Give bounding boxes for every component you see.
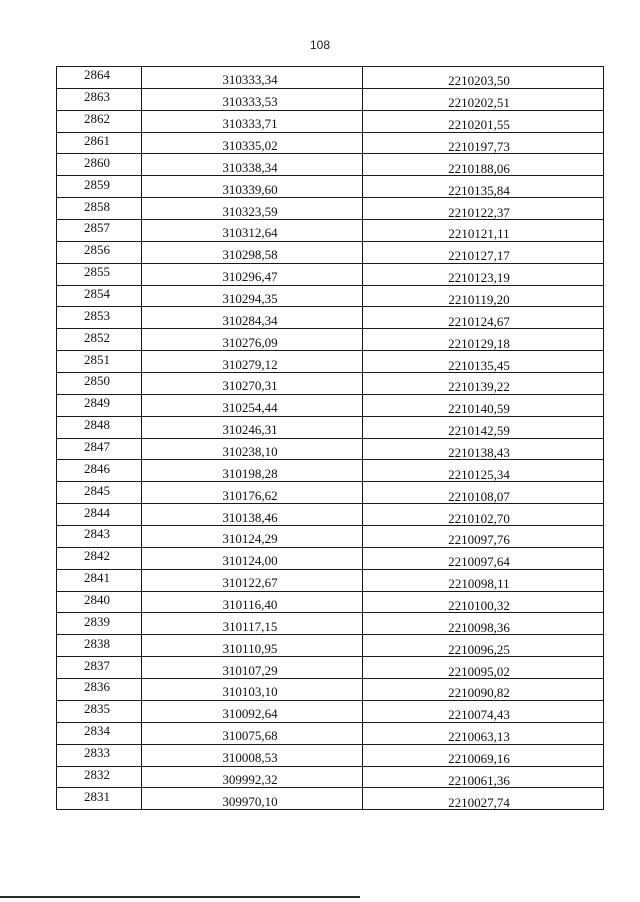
y-coordinate-cell (363, 67, 604, 89)
table-row (57, 416, 604, 438)
x-coordinate-cell-text: 310110,95 (222, 640, 278, 656)
x-coordinate-cell-text: 310333,53 (222, 94, 278, 110)
x-coordinate-cell-text: 310103,10 (222, 684, 278, 700)
x-coordinate-cell-text: 310124,00 (222, 553, 278, 569)
x-coordinate-cell-text: 310138,46 (222, 509, 278, 525)
table-row (57, 482, 604, 504)
point-number-cell (57, 700, 142, 722)
x-coordinate-cell (142, 788, 363, 810)
x-coordinate-cell (142, 67, 363, 89)
point-number-cell-text: 2831 (84, 788, 110, 804)
point-number-cell (57, 744, 142, 766)
y-coordinate-cell-text: 2210125,34 (448, 466, 510, 482)
table-row (57, 88, 604, 110)
point-number-cell-text: 2857 (84, 220, 110, 236)
y-coordinate-cell (363, 198, 604, 220)
x-coordinate-cell (142, 263, 363, 285)
point-number-cell (57, 67, 142, 89)
y-coordinate-cell-text: 2210202,51 (448, 95, 510, 111)
x-coordinate-cell (142, 307, 363, 329)
page-number: 108 (309, 38, 331, 52)
point-number-cell (57, 657, 142, 679)
point-number-cell-text: 2840 (84, 592, 110, 608)
x-coordinate-cell-text: 310254,44 (222, 400, 278, 416)
table-row (57, 220, 604, 242)
table-row (57, 569, 604, 591)
x-coordinate-cell (142, 700, 363, 722)
table-row (57, 766, 604, 788)
x-coordinate-cell-text: 310323,59 (222, 203, 278, 219)
table-row (57, 307, 604, 329)
y-coordinate-cell (363, 416, 604, 438)
x-coordinate-cell (142, 110, 363, 132)
table-row (57, 788, 604, 810)
y-coordinate-cell-text: 2210127,17 (448, 248, 510, 264)
point-number-cell (57, 285, 142, 307)
y-coordinate-cell (363, 482, 604, 504)
y-coordinate-cell-text: 2210135,45 (448, 357, 510, 373)
y-coordinate-cell (363, 526, 604, 548)
point-number-cell (57, 263, 142, 285)
x-coordinate-cell (142, 394, 363, 416)
point-number-cell (57, 307, 142, 329)
y-coordinate-cell-text: 2210121,11 (448, 226, 510, 242)
point-number-cell-text: 2833 (84, 745, 110, 761)
table-row (57, 591, 604, 613)
point-number-cell-text: 2852 (84, 329, 110, 345)
x-coordinate-cell-text: 310284,34 (222, 312, 278, 328)
point-number-cell (57, 373, 142, 395)
point-number-cell-text: 2862 (84, 111, 110, 127)
x-coordinate-cell (142, 591, 363, 613)
y-coordinate-cell (363, 263, 604, 285)
point-number-cell-text: 2858 (84, 198, 110, 214)
point-number-cell-text: 2842 (84, 548, 110, 564)
y-coordinate-cell-text: 2210069,16 (448, 751, 510, 767)
y-coordinate-cell (363, 285, 604, 307)
y-coordinate-cell-text: 2210197,73 (448, 139, 510, 154)
x-coordinate-cell-text: 310279,12 (222, 356, 278, 372)
y-coordinate-cell-text: 2210027,74 (448, 794, 510, 810)
y-coordinate-cell-text: 2210188,06 (448, 160, 510, 176)
y-coordinate-cell-text: 2210135,84 (448, 182, 510, 198)
point-number-cell (57, 198, 142, 220)
y-coordinate-cell (363, 744, 604, 766)
y-coordinate-cell (363, 613, 604, 635)
y-coordinate-cell (363, 110, 604, 132)
x-coordinate-cell-text: 310312,64 (222, 225, 278, 241)
x-coordinate-cell (142, 679, 363, 701)
x-coordinate-cell (142, 460, 363, 482)
y-coordinate-cell (363, 176, 604, 198)
point-number-cell (57, 394, 142, 416)
x-coordinate-cell-text: 310338,34 (222, 159, 278, 175)
table-row (57, 263, 604, 285)
x-coordinate-cell (142, 438, 363, 460)
table-row (57, 154, 604, 176)
point-number-cell (57, 241, 142, 263)
x-coordinate-cell-text: 310092,64 (222, 706, 278, 722)
x-coordinate-cell-text: 310333,71 (222, 116, 278, 132)
point-number-cell-text: 2854 (84, 286, 110, 302)
y-coordinate-cell-text: 2210129,18 (448, 335, 510, 351)
table-row (57, 657, 604, 679)
point-number-cell (57, 351, 142, 373)
x-coordinate-cell-text: 310246,31 (222, 422, 278, 438)
point-number-cell-text: 2863 (84, 89, 110, 105)
point-number-cell (57, 788, 142, 810)
x-coordinate-cell (142, 526, 363, 548)
y-coordinate-cell-text: 2210124,67 (448, 313, 510, 329)
x-coordinate-cell-text: 310176,62 (222, 487, 278, 503)
point-number-cell (57, 438, 142, 460)
y-coordinate-cell (363, 154, 604, 176)
x-coordinate-cell (142, 613, 363, 635)
x-coordinate-cell-text: 310335,02 (222, 138, 278, 153)
table-row (57, 351, 604, 373)
x-coordinate-cell (142, 482, 363, 504)
x-coordinate-cell-text: 310198,28 (222, 465, 278, 481)
point-number-cell (57, 460, 142, 482)
y-coordinate-cell-text: 2210096,25 (448, 641, 510, 657)
point-number-cell (57, 329, 142, 351)
table-row (57, 504, 604, 526)
y-coordinate-cell (363, 788, 604, 810)
x-coordinate-cell (142, 241, 363, 263)
x-coordinate-cell (142, 176, 363, 198)
table-row (57, 700, 604, 722)
x-coordinate-cell-text: 310238,10 (222, 444, 278, 460)
y-coordinate-cell-text: 2210138,43 (448, 445, 510, 461)
table-row (57, 635, 604, 657)
table-row (57, 373, 604, 395)
table-row (57, 285, 604, 307)
point-number-cell (57, 482, 142, 504)
point-number-cell-text: 2851 (84, 351, 110, 367)
y-coordinate-cell (363, 394, 604, 416)
point-number-cell-text: 2839 (84, 613, 110, 629)
y-coordinate-cell-text: 2210090,82 (448, 685, 510, 701)
x-coordinate-cell (142, 766, 363, 788)
x-coordinate-cell-text: 310107,29 (222, 662, 278, 678)
y-coordinate-cell-text: 2210097,76 (448, 532, 510, 548)
y-coordinate-cell (363, 329, 604, 351)
x-coordinate-cell-text: 310276,09 (222, 334, 278, 350)
x-coordinate-cell (142, 547, 363, 569)
y-coordinate-cell (363, 766, 604, 788)
table-row (57, 329, 604, 351)
point-number-cell (57, 88, 142, 110)
point-number-cell-text: 2856 (84, 242, 110, 258)
x-coordinate-cell-text: 310294,35 (222, 291, 278, 307)
y-coordinate-cell-text: 2210097,64 (448, 554, 510, 570)
y-coordinate-cell (363, 657, 604, 679)
y-coordinate-cell-text: 2210095,02 (448, 663, 510, 679)
x-coordinate-cell-text: 310117,15 (222, 618, 278, 634)
x-coordinate-cell-text: 309992,32 (222, 771, 278, 787)
y-coordinate-cell (363, 351, 604, 373)
point-number-cell-text: 2843 (84, 526, 110, 542)
point-number-cell (57, 416, 142, 438)
y-coordinate-cell-text: 2210122,37 (448, 204, 510, 220)
y-coordinate-cell-text: 2210119,20 (448, 292, 510, 308)
y-coordinate-cell (363, 504, 604, 526)
point-number-cell-text: 2835 (84, 701, 110, 717)
y-coordinate-cell-text: 2210098,11 (448, 576, 510, 592)
table-row (57, 460, 604, 482)
point-number-cell-text: 2849 (84, 395, 110, 411)
y-coordinate-cell (363, 438, 604, 460)
x-coordinate-cell-text: 310298,58 (222, 247, 278, 263)
table-row (57, 176, 604, 198)
point-number-cell-text: 2850 (84, 373, 110, 389)
point-number-cell-text: 2859 (84, 176, 110, 192)
x-coordinate-cell-text: 310333,34 (222, 72, 278, 88)
y-coordinate-cell (363, 132, 604, 154)
point-number-cell (57, 110, 142, 132)
table-row (57, 679, 604, 701)
point-number-cell (57, 132, 142, 154)
x-coordinate-cell (142, 722, 363, 744)
table-row (57, 198, 604, 220)
point-number-cell-text: 2838 (84, 635, 110, 651)
x-coordinate-cell (142, 132, 363, 154)
point-number-cell (57, 591, 142, 613)
point-number-cell-text: 2848 (84, 417, 110, 433)
x-coordinate-cell (142, 569, 363, 591)
point-number-cell (57, 504, 142, 526)
point-number-cell-text: 2836 (84, 679, 110, 695)
point-number-cell-text: 2834 (84, 723, 110, 739)
point-number-cell (57, 547, 142, 569)
y-coordinate-cell (363, 569, 604, 591)
x-coordinate-cell (142, 657, 363, 679)
y-coordinate-cell-text: 2210100,32 (448, 598, 510, 614)
y-coordinate-cell-text: 2210061,36 (448, 772, 510, 788)
x-coordinate-cell-text: 310124,29 (222, 531, 278, 547)
point-number-cell-text: 2864 (84, 67, 110, 83)
table-row (57, 241, 604, 263)
x-coordinate-cell-text: 310075,68 (222, 728, 278, 744)
point-number-cell (57, 220, 142, 242)
x-coordinate-cell-text: 310008,53 (222, 750, 278, 766)
x-coordinate-cell-text: 310270,31 (222, 378, 278, 394)
x-coordinate-cell (142, 504, 363, 526)
table-row (57, 67, 604, 89)
y-coordinate-cell (363, 307, 604, 329)
table-row (57, 526, 604, 548)
x-coordinate-cell (142, 373, 363, 395)
x-coordinate-cell (142, 285, 363, 307)
y-coordinate-cell (363, 700, 604, 722)
y-coordinate-cell (363, 373, 604, 395)
y-coordinate-cell-text: 2210201,55 (448, 117, 510, 133)
point-number-cell-text: 2832 (84, 766, 110, 782)
point-number-cell (57, 635, 142, 657)
table-row (57, 438, 604, 460)
y-coordinate-cell-text: 2210102,70 (448, 510, 510, 526)
point-number-cell (57, 176, 142, 198)
point-number-cell (57, 766, 142, 788)
point-number-cell-text: 2855 (84, 264, 110, 280)
y-coordinate-cell (363, 547, 604, 569)
table-row (57, 547, 604, 569)
point-number-cell-text: 2845 (84, 482, 110, 498)
x-coordinate-cell (142, 351, 363, 373)
y-coordinate-cell-text: 2210123,19 (448, 270, 510, 286)
y-coordinate-cell (363, 635, 604, 657)
x-coordinate-cell (142, 635, 363, 657)
x-coordinate-cell-text: 310122,67 (222, 575, 278, 591)
point-number-cell-text: 2837 (84, 657, 110, 673)
point-number-cell-text: 2847 (84, 439, 110, 455)
x-coordinate-cell (142, 198, 363, 220)
table-row (57, 613, 604, 635)
table-row (57, 110, 604, 132)
y-coordinate-cell-text: 2210140,59 (448, 401, 510, 417)
y-coordinate-cell (363, 679, 604, 701)
y-coordinate-cell (363, 241, 604, 263)
x-coordinate-cell (142, 329, 363, 351)
point-number-cell-text: 2846 (84, 460, 110, 476)
y-coordinate-cell-text: 2210108,07 (448, 488, 510, 504)
y-coordinate-cell (363, 220, 604, 242)
table-row (57, 744, 604, 766)
x-coordinate-cell (142, 744, 363, 766)
point-number-cell (57, 154, 142, 176)
point-number-cell-text: 2841 (84, 570, 110, 586)
x-coordinate-cell-text: 310339,60 (222, 181, 278, 197)
x-coordinate-cell (142, 154, 363, 176)
table-row (57, 132, 604, 154)
coordinates-table (56, 66, 604, 810)
y-coordinate-cell-text: 2210142,59 (448, 423, 510, 439)
x-coordinate-cell (142, 88, 363, 110)
y-coordinate-cell-text: 2210139,22 (448, 379, 510, 395)
x-coordinate-cell (142, 416, 363, 438)
y-coordinate-cell-text: 2210074,43 (448, 707, 510, 723)
point-number-cell-text: 2853 (84, 307, 110, 323)
x-coordinate-cell-text: 310116,40 (222, 597, 278, 613)
point-number-cell-text: 2860 (84, 154, 110, 170)
y-coordinate-cell-text: 2210203,50 (448, 73, 510, 89)
x-coordinate-cell-text: 309970,10 (222, 793, 278, 809)
point-number-cell-text: 2844 (84, 504, 110, 520)
point-number-cell (57, 722, 142, 744)
point-number-cell-text: 2861 (84, 133, 110, 148)
bottom-rule (0, 896, 360, 898)
y-coordinate-cell (363, 460, 604, 482)
point-number-cell (57, 613, 142, 635)
x-coordinate-cell (142, 220, 363, 242)
point-number-cell (57, 526, 142, 548)
point-number-cell (57, 679, 142, 701)
table-row (57, 722, 604, 744)
y-coordinate-cell (363, 722, 604, 744)
y-coordinate-cell-text: 2210063,13 (448, 729, 510, 745)
x-coordinate-cell-text: 310296,47 (222, 269, 278, 285)
y-coordinate-cell-text: 2210098,36 (448, 619, 510, 635)
point-number-cell (57, 569, 142, 591)
y-coordinate-cell (363, 88, 604, 110)
table-row (57, 394, 604, 416)
y-coordinate-cell (363, 591, 604, 613)
coordinates-table-body (57, 67, 604, 810)
